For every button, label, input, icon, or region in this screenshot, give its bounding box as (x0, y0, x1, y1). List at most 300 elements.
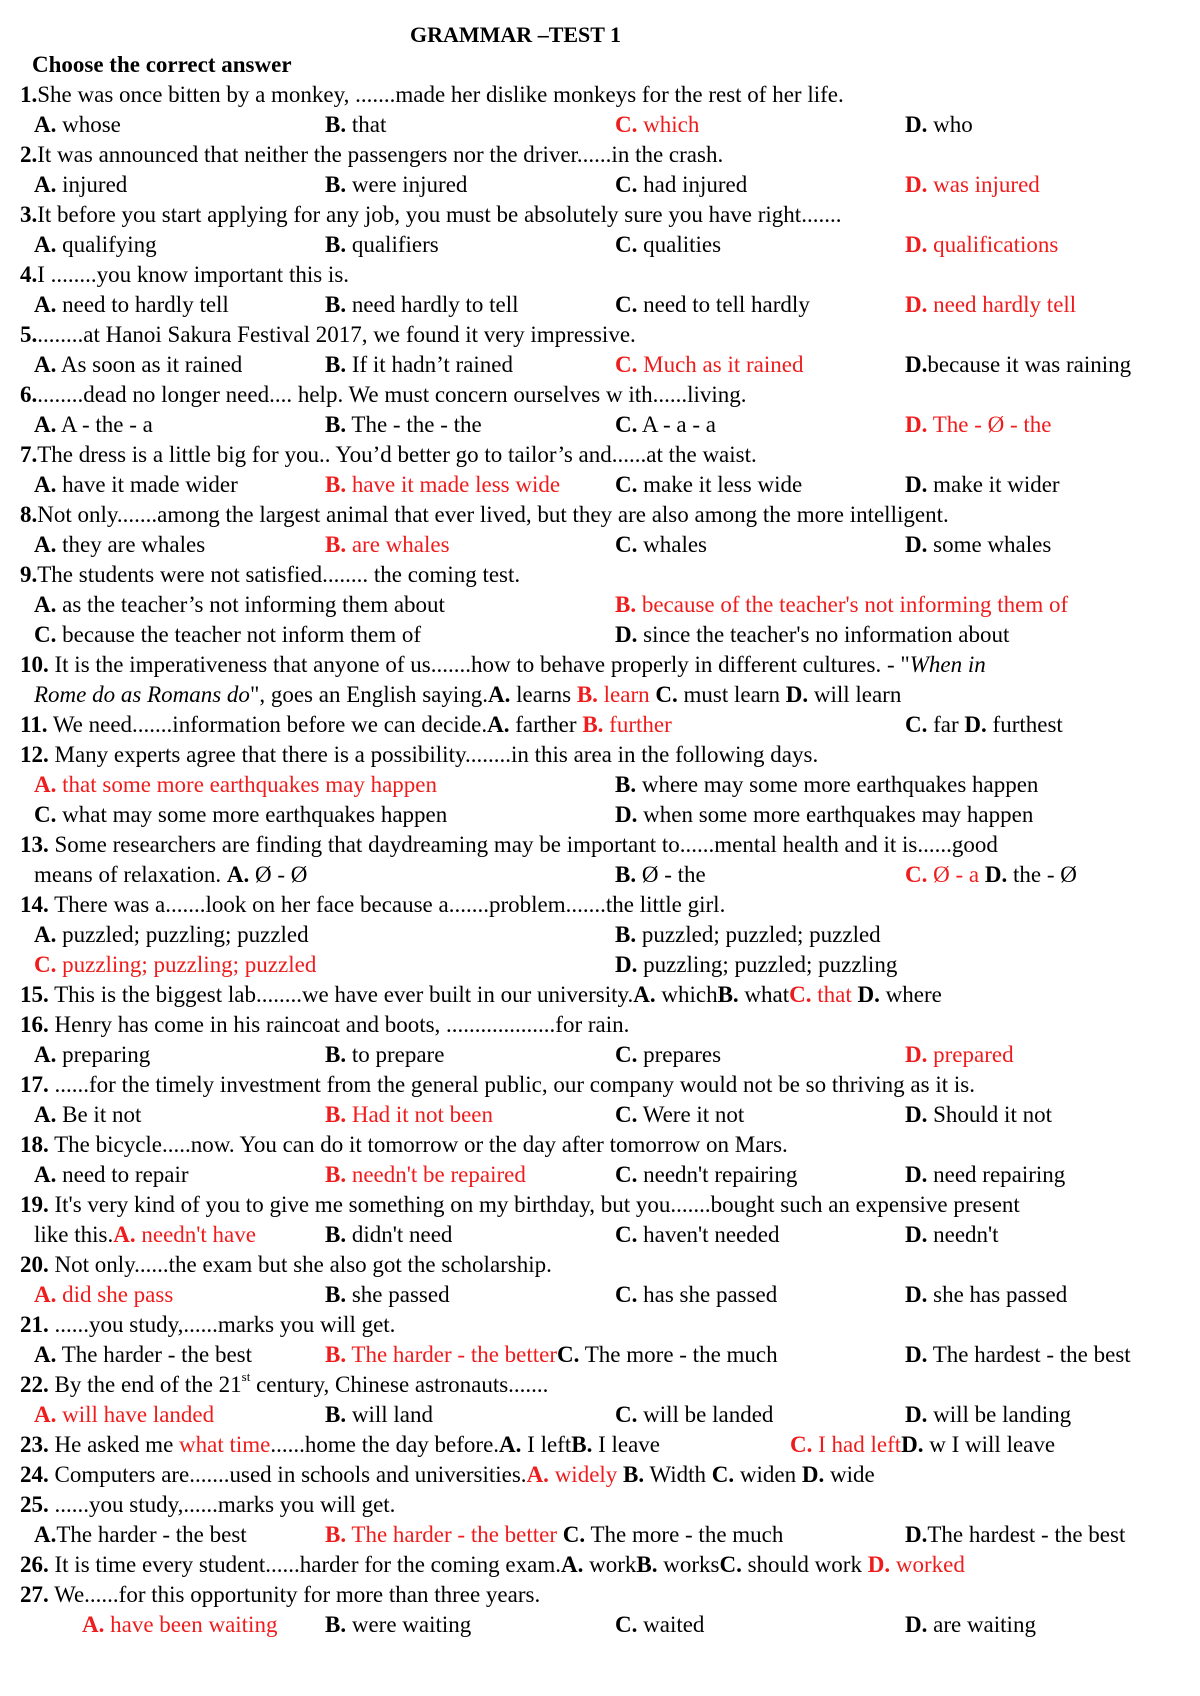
text-line (34, 230, 157, 260)
text-segment: whose (56, 112, 121, 137)
text-line (20, 1550, 965, 1580)
text-line (325, 1040, 444, 1070)
text-line (325, 290, 519, 320)
text-segment: 14. (20, 892, 49, 917)
correct-answer-text: A. (34, 772, 57, 797)
text-segment: they are whales (56, 532, 206, 557)
text-segment: will learn (808, 682, 902, 707)
correct-answer-text: A. (113, 1222, 136, 1247)
text-segment: I leave (592, 1432, 661, 1457)
text-segment: prepares (637, 1042, 722, 1067)
text-line (905, 1160, 1065, 1190)
text-segment: C. (615, 172, 638, 197)
text-segment: means of relaxation. (34, 862, 227, 887)
text-segment: need repairing (927, 1162, 1066, 1187)
text-line (615, 470, 802, 500)
text-segment: 9. (20, 562, 38, 587)
text-segment: A. (34, 232, 57, 257)
text-line (34, 1160, 189, 1190)
text-line (905, 1220, 999, 1250)
text-line (615, 1610, 704, 1640)
text-segment: The hardest - the best (927, 1342, 1131, 1367)
text-segment: It's very kind of you to give me something on my birthday, but you.......bought such an expensive present (48, 1192, 1020, 1217)
text-segment: were injured (346, 172, 468, 197)
text-line (905, 860, 1077, 890)
text-line (34, 950, 316, 980)
text-line (34, 800, 447, 830)
text-segment: B. (325, 1282, 347, 1307)
correct-answer-text: C. (615, 352, 638, 377)
text-line (615, 1100, 744, 1130)
correct-answer-text: The - Ø - the (927, 412, 1052, 437)
text-line (34, 1520, 247, 1550)
text-line (905, 710, 1063, 740)
text-segment: It was announced that neither the passengers nor the driver......in the crash. (37, 142, 724, 167)
text-segment: have it made wider (56, 472, 238, 497)
text-segment: Many experts agree that there is a possibility........in this area in the following days. (48, 742, 819, 767)
correct-answer-text: I had left (812, 1432, 902, 1457)
text-line (325, 1220, 452, 1250)
text-segment: D. (901, 1432, 924, 1457)
text-segment: By the end of the 21 (48, 1372, 242, 1397)
text-segment: C. (711, 1462, 735, 1487)
text-segment: puzzled; puzzled; puzzled (636, 922, 881, 947)
text-line (905, 1280, 1067, 1310)
text-line (20, 80, 844, 110)
correct-answer-text: prepared (927, 1042, 1014, 1067)
text-line (20, 890, 725, 920)
text-segment: 27. (20, 1582, 49, 1607)
text-line (905, 1610, 1036, 1640)
text-segment: B. (571, 1432, 593, 1457)
text-line (905, 350, 1131, 380)
correct-answer-text: have been waiting (104, 1612, 278, 1637)
text-segment: where may some more earthquakes happen (636, 772, 1039, 797)
text-line (34, 860, 307, 890)
text-segment: ......you study,......marks you will get. (48, 1312, 396, 1337)
text-line (34, 1280, 173, 1310)
correct-answer-text: A. (82, 1612, 105, 1637)
correct-answer-text: D. (905, 232, 928, 257)
text-segment: injured (56, 172, 128, 197)
text-segment: C. (615, 1162, 638, 1187)
text-line (20, 1460, 875, 1490)
text-segment: puzzling; puzzled; puzzling (637, 952, 898, 977)
correct-answer-text: need hardly tell (927, 292, 1077, 317)
text-segment: century, Chinese astronauts....... (250, 1372, 549, 1397)
text-segment: GRAMMAR –TEST 1 (410, 22, 622, 47)
correct-answer-text: B. (325, 1342, 347, 1367)
text-segment: will land (346, 1402, 433, 1427)
text-segment: There was a.......look on her face because a.......problem.......the little girl. (48, 892, 726, 917)
text-segment: It before you start applying for any job, you must be absolutely sure you have right....... (37, 202, 842, 227)
correct-answer-text: widely (548, 1462, 618, 1487)
text-segment: that (346, 112, 387, 137)
text-line (20, 380, 747, 410)
correct-answer-text: are whales (346, 532, 450, 557)
text-segment: D. (785, 682, 809, 707)
text-segment: furthest (986, 712, 1063, 737)
text-segment: need hardly to tell (346, 292, 519, 317)
text-segment: D. (905, 1102, 928, 1127)
text-segment: Henry has come in his raincoat and boots, ...................for rain. (48, 1012, 630, 1037)
text-segment: She was once bitten by a monkey, .......made her dislike monkeys for the rest of her life. (37, 82, 844, 107)
text-line (34, 410, 153, 440)
text-line (905, 170, 1040, 200)
instruction-heading (32, 50, 292, 80)
text-segment: I ........you know important this is. (37, 262, 350, 287)
text-segment: because the teacher not inform them of (56, 622, 422, 647)
text-segment: The - the - the (346, 412, 482, 437)
text-segment: 11. (20, 712, 48, 737)
text-segment: The dress is a little big for you.. You’d better go to tailor’s and......at the waist. (37, 442, 757, 467)
text-segment: some whales (927, 532, 1052, 557)
text-segment: B. (325, 1042, 347, 1067)
text-segment: st (241, 1369, 251, 1385)
text-line (20, 200, 841, 230)
text-segment: D. (905, 1522, 928, 1547)
text-segment: Were it not (637, 1102, 745, 1127)
text-line (615, 1280, 777, 1310)
text-segment: D. (905, 472, 928, 497)
text-segment: D. (984, 862, 1008, 887)
text-segment: A. (34, 922, 57, 947)
text-line (20, 710, 672, 740)
text-segment: The more - the much (585, 1522, 784, 1547)
correct-answer-text: C. (615, 112, 638, 137)
text-line (905, 1040, 1014, 1070)
text-segment: A. (34, 1342, 57, 1367)
text-line (325, 470, 560, 500)
text-line (20, 1430, 660, 1460)
text-line (325, 230, 439, 260)
text-segment: C. (615, 1402, 638, 1427)
correct-answer-text: D. (905, 172, 928, 197)
text-segment: C. (615, 1282, 638, 1307)
correct-answer-text: puzzling; puzzling; puzzled (56, 952, 317, 977)
text-line (790, 1430, 1055, 1460)
text-segment: what may some more earthquakes happen (56, 802, 448, 827)
text-segment: A. (34, 1042, 57, 1067)
text-segment: ........dead no longer need.... help. We must concern ourselves w ith......living. (37, 382, 747, 407)
text-line (20, 1190, 1020, 1220)
text-line (20, 980, 942, 1010)
text-segment: far (927, 712, 965, 737)
text-segment: needn't repairing (637, 1162, 798, 1187)
text-line (905, 410, 1052, 440)
text-segment: 12. (20, 742, 49, 767)
text-segment: As soon as it rained (56, 352, 243, 377)
text-line (905, 290, 1076, 320)
text-segment: A. (34, 292, 57, 317)
text-segment: Not only......the exam but she also got the scholarship. (48, 1252, 552, 1277)
text-segment: D. (801, 1462, 825, 1487)
correct-answer-text: A. (34, 1282, 57, 1307)
text-segment: B. (325, 1612, 347, 1637)
correct-answer-text: will have landed (56, 1402, 215, 1427)
text-segment: C. (719, 1552, 742, 1577)
text-segment: D. (905, 1342, 928, 1367)
text-line (615, 770, 1038, 800)
text-segment: The harder - the best (56, 1522, 247, 1547)
correct-answer-text: B. (576, 682, 598, 707)
text-segment: A. (226, 862, 250, 887)
text-segment: 10. (20, 652, 49, 677)
text-line (325, 110, 386, 140)
text-segment: are waiting (927, 1612, 1036, 1637)
text-segment: she passed (346, 1282, 450, 1307)
text-line (20, 320, 636, 350)
text-line (34, 920, 309, 950)
text-segment: as the teacher’s not informing them about (56, 592, 445, 617)
text-segment: were waiting (346, 1612, 472, 1637)
text-segment: The hardest - the best (927, 1522, 1126, 1547)
correct-answer-text: which (637, 112, 700, 137)
correct-answer-text: The harder - the better (346, 1522, 558, 1547)
text-segment: 16. (20, 1012, 49, 1037)
text-segment: If it hadn’t rained (346, 352, 514, 377)
correct-answer-text: further (603, 712, 672, 737)
text-segment: Should it not (927, 1102, 1052, 1127)
text-line (905, 230, 1058, 260)
text-segment: D. (615, 622, 638, 647)
text-segment: must learn (677, 682, 786, 707)
text-segment: qualifiers (346, 232, 439, 257)
text-line (34, 1040, 150, 1070)
text-line (615, 230, 721, 260)
text-segment: work (583, 1552, 637, 1577)
text-segment: because it was raining (927, 352, 1132, 377)
text-segment: 26. (20, 1552, 49, 1577)
correct-answer-text: Ø - a (927, 862, 980, 887)
text-line (615, 530, 707, 560)
text-segment: Computers are.......used in schools and universities. (48, 1462, 527, 1487)
text-segment: D. (905, 1402, 928, 1427)
correct-answer-text: qualifications (927, 232, 1059, 257)
text-line (615, 860, 706, 890)
correct-answer-text: D. (905, 292, 928, 317)
text-segment: make it less wide (637, 472, 803, 497)
correct-answer-text: D. (905, 1042, 928, 1067)
text-segment: 21. (20, 1312, 49, 1337)
text-segment: A. (34, 172, 57, 197)
text-segment: 20. (20, 1252, 49, 1277)
text-segment: 4. (20, 262, 38, 287)
test-title (410, 20, 621, 50)
correct-answer-text: needn't be repaired (346, 1162, 526, 1187)
text-segment: C. (615, 472, 638, 497)
text-segment: C. (615, 232, 638, 257)
correct-answer-text: C. (789, 982, 812, 1007)
text-segment: qualifying (56, 232, 157, 257)
text-segment: ......you study,......marks you will get. (48, 1492, 396, 1517)
text-segment: 8. (20, 502, 38, 527)
text-segment: B. (615, 772, 637, 797)
text-line (34, 290, 229, 320)
text-line (20, 1070, 975, 1100)
text-segment: make it wider (927, 472, 1060, 497)
correct-answer-text: A. (34, 1402, 57, 1427)
text-segment: will be landed (637, 1402, 774, 1427)
text-segment: when some more earthquakes may happen (637, 802, 1034, 827)
text-line (615, 350, 803, 380)
text-line (905, 1340, 1131, 1370)
text-line (20, 560, 520, 590)
text-segment: D. (905, 1222, 928, 1247)
text-line (325, 1280, 450, 1310)
text-line (20, 1490, 395, 1520)
text-segment: A. (34, 112, 57, 137)
text-segment: The bicycle.....now. You can do it tomorrow or the day after tomorrow on Mars. (48, 1132, 788, 1157)
correct-answer-text: The harder - the better (346, 1342, 558, 1367)
text-line (20, 140, 723, 170)
correct-answer-text: B. (325, 532, 347, 557)
text-segment: 3. (20, 202, 38, 227)
text-segment: works (657, 1552, 720, 1577)
text-segment: Choose the correct answer (32, 52, 292, 77)
correct-answer-text: B. (325, 1162, 347, 1187)
text-segment: A. (34, 532, 57, 557)
text-segment: D. (905, 352, 928, 377)
text-line (615, 800, 1033, 830)
text-line (20, 1370, 548, 1400)
text-segment: need to tell hardly (637, 292, 810, 317)
text-segment: A. (34, 1102, 57, 1127)
text-segment: The more - the much (579, 1342, 778, 1367)
text-segment: A. (34, 592, 57, 617)
text-segment: where (879, 982, 942, 1007)
text-segment: she has passed (927, 1282, 1068, 1307)
text-line (615, 1220, 779, 1250)
text-segment: D. (615, 802, 638, 827)
text-segment: D. (905, 1162, 928, 1187)
text-line (905, 1520, 1125, 1550)
text-segment: A. (34, 412, 57, 437)
text-segment: 6. (20, 382, 38, 407)
text-segment: A. (633, 982, 656, 1007)
text-segment: C. (34, 802, 57, 827)
text-segment: B. (325, 1222, 347, 1247)
text-line (20, 830, 998, 860)
correct-answer-text: have it made less wide (346, 472, 561, 497)
text-line (34, 1220, 256, 1250)
text-line (615, 590, 1068, 620)
correct-answer-text: B. (325, 472, 347, 497)
text-segment: should work (741, 1552, 868, 1577)
text-segment: B. (325, 1402, 347, 1427)
text-line (615, 920, 881, 950)
text-segment: 25. (20, 1492, 49, 1517)
text-segment: 7. (20, 442, 38, 467)
correct-answer-text: D. (905, 412, 928, 437)
text-segment: w I will leave (923, 1432, 1056, 1457)
text-segment: Some researchers are finding that daydreaming may be important to......mental health and it is......good (48, 832, 998, 857)
text-segment: what (738, 982, 790, 1007)
text-segment: haven't needed (637, 1222, 780, 1247)
text-segment: which (655, 982, 718, 1007)
text-line (20, 1250, 552, 1280)
text-line (82, 1610, 277, 1640)
text-segment: ......home the day before. (270, 1432, 500, 1457)
text-segment: A. (487, 712, 510, 737)
text-segment: whales (637, 532, 707, 557)
text-line (34, 770, 437, 800)
text-line (615, 1160, 797, 1190)
text-line (905, 470, 1060, 500)
text-segment: 19. (20, 1192, 49, 1217)
text-segment: We......for this opportunity for more than three years. (48, 1582, 541, 1607)
text-segment: B. (615, 922, 637, 947)
correct-answer-text: was injured (927, 172, 1040, 197)
correct-answer-text: Had it not been (346, 1102, 493, 1127)
text-segment: like this. (34, 1222, 114, 1247)
text-segment: It is time every student......harder for the coming exam. (48, 1552, 561, 1577)
text-line (615, 290, 810, 320)
text-segment: D. (964, 712, 987, 737)
text-segment: B. (717, 982, 739, 1007)
text-segment: B. (636, 1552, 658, 1577)
text-segment: B. (325, 352, 347, 377)
text-line (34, 530, 205, 560)
text-segment: wide (824, 1462, 875, 1487)
text-line (325, 1340, 778, 1370)
text-segment: preparing (56, 1042, 151, 1067)
text-segment: ......for the timely investment from the general public, our company would not be so thriving as it is. (48, 1072, 975, 1097)
correct-answer-text: D. (867, 1552, 891, 1577)
text-segment: to prepare (346, 1042, 445, 1067)
text-segment: A. (34, 1162, 57, 1187)
text-line (20, 1580, 540, 1610)
text-segment: It is the imperativeness that anyone of us.......how to behave properly in different cultures. - " (48, 652, 910, 677)
text-line (20, 1310, 395, 1340)
text-segment: ", goes an English saying. (249, 682, 489, 707)
text-segment: 24. (20, 1462, 49, 1487)
text-line (615, 170, 747, 200)
text-segment: the - Ø (1007, 862, 1077, 887)
text-line (34, 170, 127, 200)
text-segment: D. (905, 112, 928, 137)
text-line (615, 950, 897, 980)
text-segment: C. (655, 682, 678, 707)
text-line (905, 1400, 1071, 1430)
text-segment: A. (34, 1522, 57, 1547)
text-line (20, 260, 349, 290)
text-line (34, 350, 242, 380)
correct-answer-text: because of the teacher's not informing them of (636, 592, 1069, 617)
text-segment: Rome do as Romans do (34, 682, 250, 707)
text-segment: This is the biggest lab........we have ever built in our university. (48, 982, 634, 1007)
text-segment: learns (510, 682, 577, 707)
text-line (20, 1130, 788, 1160)
correct-answer-text: needn't have (135, 1222, 256, 1247)
text-segment: When in (909, 652, 986, 677)
text-segment: D. (905, 532, 928, 557)
text-segment: C. (615, 532, 638, 557)
text-line (325, 1400, 433, 1430)
text-segment: A. (560, 1552, 584, 1577)
text-segment: D. (615, 952, 638, 977)
text-line (20, 650, 986, 680)
correct-answer-text: learn (597, 682, 650, 707)
text-segment: 1. (20, 82, 38, 107)
text-line (905, 110, 973, 140)
correct-answer-text: C. (905, 862, 928, 887)
correct-answer-text: B. (325, 1102, 347, 1127)
text-line (615, 1400, 773, 1430)
correct-answer-text: C. (790, 1432, 813, 1457)
text-segment: needn't (927, 1222, 999, 1247)
text-segment: C. (562, 1522, 586, 1547)
